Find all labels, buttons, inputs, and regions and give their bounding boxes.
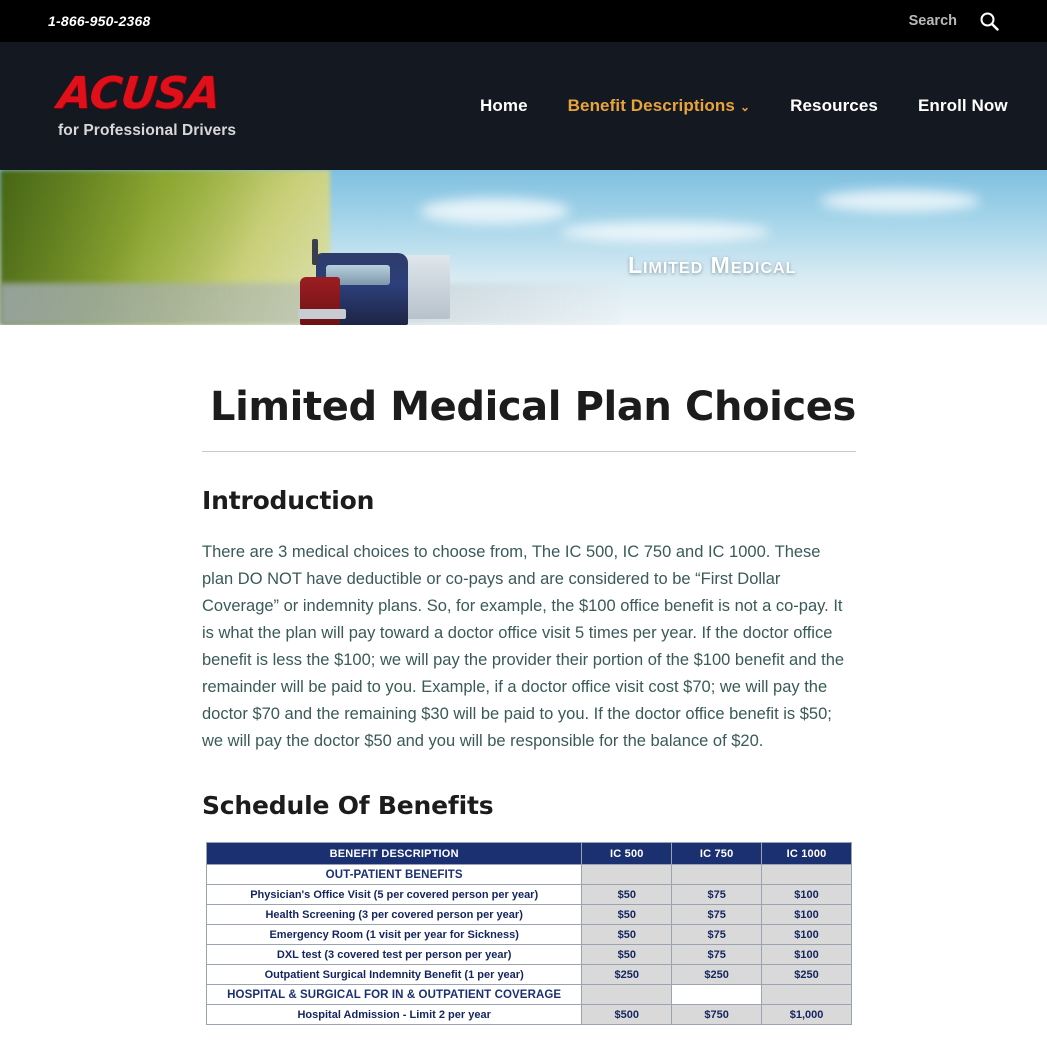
column-header-ic-1000: IC 1000 xyxy=(762,843,852,865)
cell-ic-500: $50 xyxy=(582,905,672,925)
utility-bar-right xyxy=(909,0,999,42)
page-title: Limited Medical Plan Choices xyxy=(210,384,856,430)
schedule-of-benefits-table xyxy=(206,842,852,1025)
cell-ic-1000: $100 xyxy=(762,925,852,945)
nav-item-resources-label: Resources xyxy=(790,96,878,115)
cell-ic-1000: $100 xyxy=(762,885,852,905)
cell-ic-500: $50 xyxy=(582,945,672,965)
row-label: Physician's Office Visit (5 per covered person per year) xyxy=(207,885,582,905)
section-heading-introduction: Introduction xyxy=(202,486,375,515)
nav-item-resources[interactable] xyxy=(790,96,878,116)
cell-ic-500: $250 xyxy=(582,965,672,985)
nav-item-home-label: Home xyxy=(480,96,528,115)
cell-ic-500 xyxy=(582,985,672,1005)
benefits-table-wrapper xyxy=(206,842,852,1025)
cell-ic-750: $750 xyxy=(672,1005,762,1025)
table-row xyxy=(207,985,852,1005)
cell-ic-500: $50 xyxy=(582,925,672,945)
site-logo[interactable] xyxy=(55,68,268,140)
nav-item-home[interactable] xyxy=(480,96,528,116)
table-row xyxy=(207,865,852,885)
table-row xyxy=(207,1005,852,1025)
content-column xyxy=(202,385,856,1025)
row-label: OUT-PATIENT BENEFITS xyxy=(207,865,582,885)
cell-ic-1000 xyxy=(762,865,852,885)
row-label: HOSPITAL & SURGICAL FOR IN & OUTPATIENT COVERAGE xyxy=(207,985,582,1005)
table-row xyxy=(207,945,852,965)
table-header-row xyxy=(207,843,852,865)
column-header-ic-500: IC 500 xyxy=(582,843,672,865)
column-header-ic-750: IC 750 xyxy=(672,843,762,865)
row-label: Hospital Admission - Limit 2 per year xyxy=(207,1005,582,1025)
main-navigation xyxy=(0,42,1047,170)
cell-ic-500: $50 xyxy=(582,885,672,905)
cell-ic-1000: $100 xyxy=(762,905,852,925)
introduction-paragraph: There are 3 medical choices to choose from, The IC 500, IC 750 and IC 1000. These plan DO NOT have deductible or co-pays and are considered to be “First Dollar Coverage” or indemnity plans. So, for example, the $100 office benefit is not a co-pay. It is what the plan will pay toward a doctor office visit 5 times per year. If the doctor office benefit is less the $100; we will pay the provider their portion of the $100 benefit and the remainder will be paid to you. Example, if a doctor office visit cost $70; we will pay the doctor $70 and the remaining $30 will be paid to you. If the doctor office benefit is $50; we will pay the doctor $50 and you will be responsible for the balance of $20. xyxy=(202,543,845,750)
table-body xyxy=(207,865,852,1025)
nav-item-enroll-now-label: Enroll Now xyxy=(917,96,1008,115)
title-divider xyxy=(202,451,856,452)
logo-tagline: for Professional Drivers xyxy=(58,122,237,139)
cell-ic-1000: $100 xyxy=(762,945,852,965)
row-label: DXL test (3 covered test per person per year) xyxy=(207,945,582,965)
row-label: Outpatient Surgical Indemnity Benefit (1 per year) xyxy=(207,965,582,985)
phone-number[interactable]: 1-866-950-2368 xyxy=(48,13,151,29)
cell-ic-750: $75 xyxy=(672,885,762,905)
nav-item-benefit-descriptions[interactable] xyxy=(568,96,750,116)
nav-links xyxy=(480,96,1008,116)
cell-ic-1000: $1,000 xyxy=(762,1005,852,1025)
cell-ic-1000: $250 xyxy=(762,965,852,985)
cell-ic-750 xyxy=(672,865,762,885)
nav-item-benefit-descriptions-label: Benefit Descriptions xyxy=(567,96,735,115)
cell-ic-500 xyxy=(582,865,672,885)
column-header-benefit-description: BENEFIT DESCRIPTION xyxy=(207,843,582,865)
truck-illustration xyxy=(300,235,450,325)
table-row xyxy=(207,925,852,945)
cell-ic-750: $75 xyxy=(672,905,762,925)
cloud-shape xyxy=(560,222,770,242)
cell-ic-750: $75 xyxy=(672,925,762,945)
cell-ic-750: $250 xyxy=(672,965,762,985)
cell-ic-750: $75 xyxy=(672,945,762,965)
truck-bumper xyxy=(298,309,346,319)
cell-ic-500: $500 xyxy=(582,1005,672,1025)
truck-exhaust-stack xyxy=(312,239,318,265)
search-label[interactable]: Search xyxy=(908,13,957,29)
truck-trailer xyxy=(404,255,450,319)
cloud-shape xyxy=(820,190,980,212)
table-row xyxy=(207,965,852,985)
utility-bar xyxy=(0,0,1047,42)
cloud-shape xyxy=(420,198,570,224)
row-label: Emergency Room (1 visit per year for Sickness) xyxy=(207,925,582,945)
chevron-down-icon: ⌄ xyxy=(739,100,751,114)
section-heading-schedule-of-benefits: Schedule Of Benefits xyxy=(202,791,494,820)
table-header xyxy=(207,843,852,865)
search-icon[interactable] xyxy=(979,11,999,31)
cell-ic-1000 xyxy=(762,985,852,1005)
page-content xyxy=(0,325,1047,1025)
nav-item-enroll-now[interactable] xyxy=(918,96,1008,116)
row-label: Health Screening (3 per covered person per year) xyxy=(207,905,582,925)
cell-ic-750 xyxy=(672,985,762,1005)
table-row xyxy=(207,885,852,905)
hero-title: Limited Medical xyxy=(628,252,797,278)
table-row xyxy=(207,905,852,925)
hero-banner xyxy=(0,170,1047,325)
logo-wordmark: ACUSA xyxy=(55,68,223,119)
